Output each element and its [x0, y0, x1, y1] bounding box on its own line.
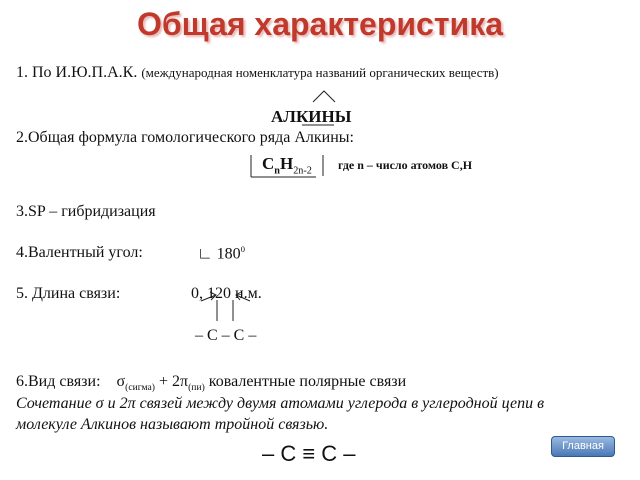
item-2: 2.Общая формула гомологического ряда Алкины: — [16, 129, 354, 146]
bond-length: 0, 120 н.м. — [191, 285, 262, 302]
class-name: АЛКИНЫ — [271, 107, 352, 126]
italic-line-2: молекуле Алкинов называют тройной связью. — [16, 416, 329, 433]
triple-bond: – C ≡ C – — [262, 441, 356, 466]
pi-part: + 2π — [159, 373, 189, 390]
formula-h-sub: 2n-2 — [293, 165, 312, 177]
item-1-note: (международная номенклатура названий органических веществ) — [141, 65, 499, 80]
bond-type-desc: ковалентные полярные связи — [208, 373, 407, 390]
item-5-label: 5. Длина связи: — [16, 285, 121, 302]
formula-c-sub: n — [274, 165, 280, 177]
item-4-label: 4.Валентный угол: — [16, 244, 143, 261]
formula-c: C — [262, 154, 275, 173]
pi-sub: (пи) — [188, 382, 205, 394]
italic-line-1: Сочетание σ и 2π связей между двумя атомами углерода в углеродной цепи в — [16, 395, 545, 412]
angle-value: 180 — [216, 245, 241, 263]
general-formula — [262, 154, 312, 176]
sigma-sub: (сигма) — [125, 382, 155, 394]
item-1-main: 1. По И.Ю.П.А.К. — [16, 64, 138, 81]
page-title: Общая характеристика — [137, 6, 503, 42]
formula-h: H — [279, 154, 294, 173]
item-3: 3.SP – гибридизация — [16, 203, 156, 220]
angle-icon: ∟ — [197, 245, 213, 263]
formula-note: где n – число атомов C,H — [338, 158, 473, 172]
sigma-symbol: σ — [116, 373, 126, 390]
angle-degree: 0 — [240, 244, 246, 254]
carbon-chain: – C – C – — [195, 327, 257, 344]
item-4-value — [197, 244, 245, 263]
item-6-label: 6.Вид связи: — [16, 373, 101, 390]
home-button[interactable]: Главная — [551, 436, 615, 457]
item-6 — [16, 373, 406, 393]
